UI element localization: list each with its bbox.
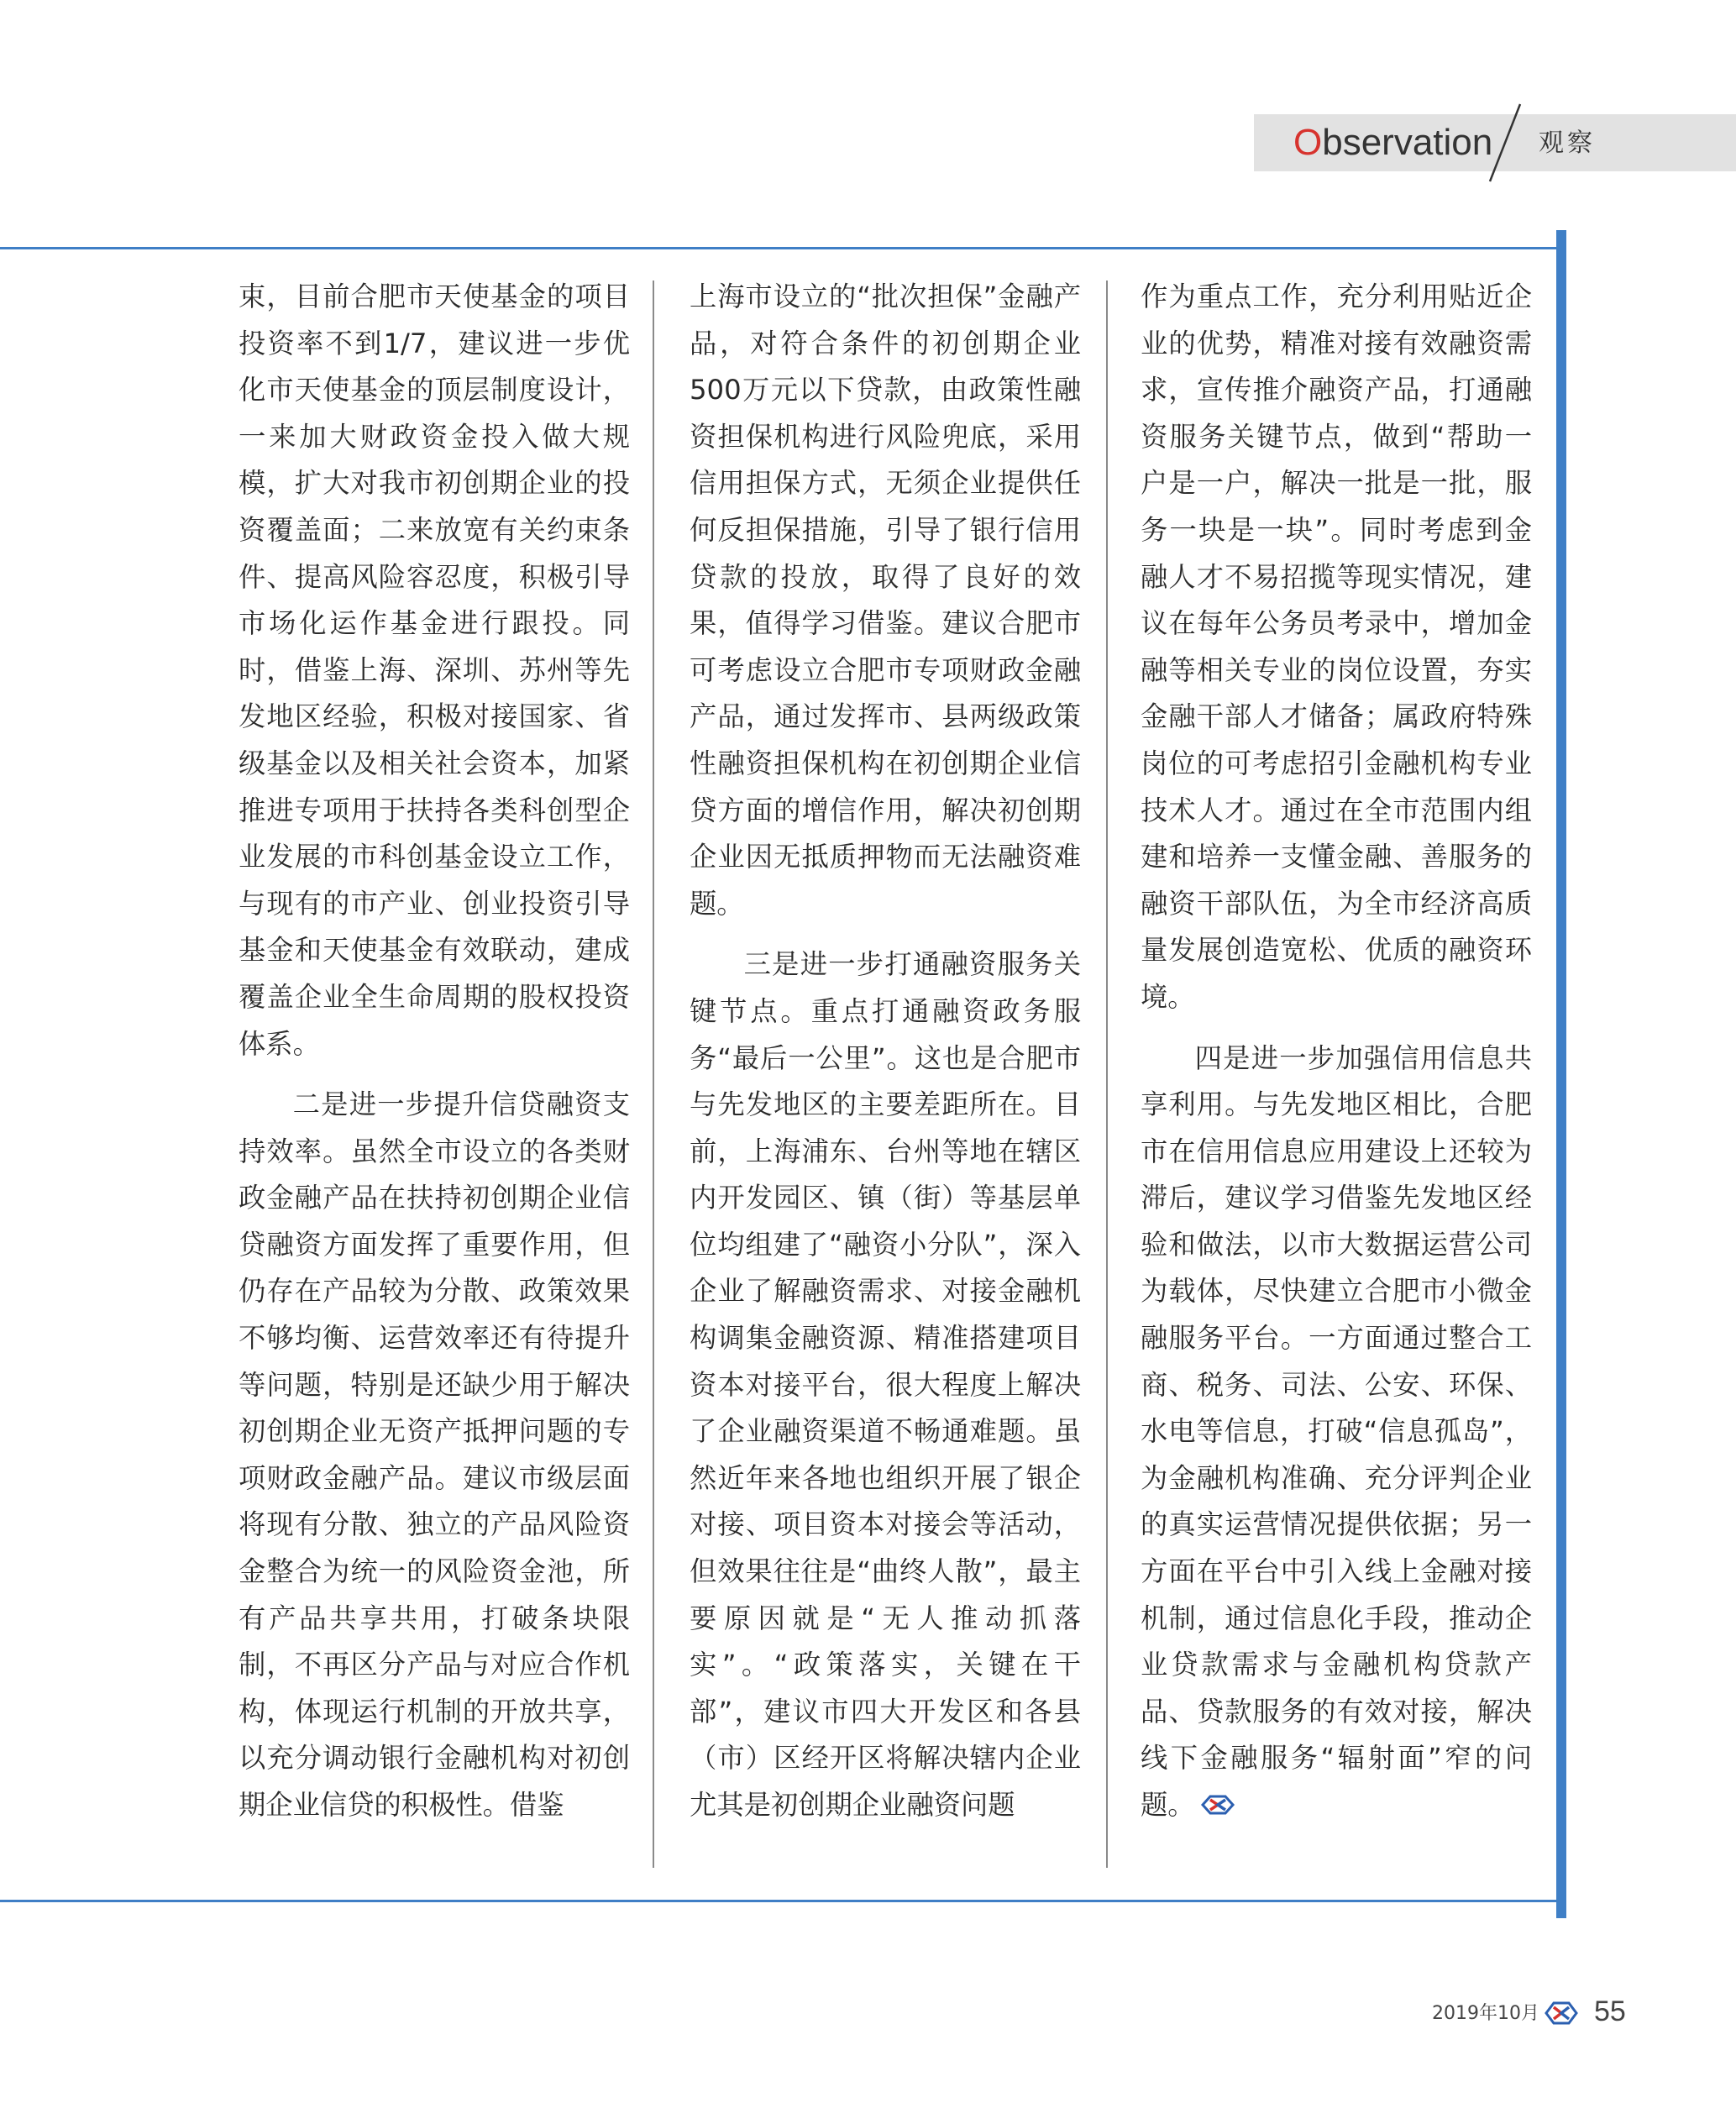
end-mark-logo-icon <box>1200 1792 1235 1817</box>
top-rule <box>0 247 1558 249</box>
page-number: 55 <box>1594 1995 1626 2027</box>
paragraph: 作为重点工作，充分利用贴近企业的优势，精准对接有效融资需求，宣传推介融资产品，打通融资服务关键节点，做到“帮助一户是一户，解决一批是一批，服务一块是一块”。同时考虑到金融人才不易招揽等现实情况，建议在每年公务员考录中，增加金融等相关专业的岗位设置，夯实金融干部人才储备；属政府特殊岗位的可考虑招引金融机构专业技术人才。通过在全市范围内组建和培养一支懂金融、善服务的融资干部队伍，为全市经济高质量发展创造宽松、优质的融资环境。 <box>1141 281 1532 1013</box>
text-column-2 <box>690 274 1081 1829</box>
issue-date: 2019年10月 <box>1432 2003 1539 2024</box>
column-divider <box>1106 281 1108 1868</box>
paragraph: 上海市设立的“批次担保”金融产品，对符合条件的初创期企业500万元以下贷款，由政策性融资担保机构进行风险兜底，采用信用担保方式，无须企业提供任何反担保措施，引导了银行信用贷款的投放，取得了良好的效果，值得学习借鉴。建议合肥市可考虑设立合肥市专项财政金融产品，通过发挥市、县两级政策性融资担保机构在初创期企业信贷方面的增信作用，解决初创期企业因无抵质押物而无法融资难题。 <box>690 281 1081 920</box>
paragraph: 三是进一步打通融资服务关键节点。重点打通融资政务服务“最后一公里”。这也是合肥市与先发地区的主要差距所在。目前，上海浦东、台州等地在辖区内开发园区、镇（街）等基层单位均组建了“融资小分队”，深入企业了解融资需求、对接金融机构调集金融资源、精准搭建项目资本对接平台，很大程度上解决了企业融资渠道不畅通难题。虽然近年来各地也组织开展了银企对接、项目资本对接会等活动，但效果往往是“曲终人散”，最主要原因就是“无人推动抓落实”。“政策落实，关键在干部”，建议市四大开发区和各县（市）区经开区将解决辖内企业尤其是初创期企业融资问题 <box>690 948 1081 1821</box>
section-tag-rest: bservation <box>1322 122 1493 163</box>
magazine-logo-icon <box>1544 1999 1579 2027</box>
slash-divider-icon <box>1478 101 1529 185</box>
text-column-3 <box>1141 274 1532 1829</box>
paragraph: 二是进一步提升信贷融资支持效率。虽然全市设立的各类财政金融产品在扶持初创期企业信贷融资方面发挥了重要作用，但仍存在产品较为分散、政策效果不够均衡、运营效率还有待提升等问题，特别是还缺少用于解决初创期企业无资产抵押问题的专项财政金融产品。建议市级层面将现有分散、独立的产品风险资金整合为统一的风险资金池，所有产品共享共用，打破条块限制，不再区分产品与对应合作机构，体现运行机制的开放共享，以充分调动银行金融机构对初创期企业信贷的积极性。借鉴 <box>239 1088 630 1821</box>
section-tag-initial: O <box>1293 122 1323 163</box>
text-column-1 <box>239 274 630 1829</box>
paragraph-text: 四是进一步加强信用信息共享利用。与先发地区相比，合肥市在信用信息应用建设上还较为滞后，建议学习借鉴先发地区经验和做法，以市大数据运营公司为载体，尽快建立合肥市小微金融服务平台。一方面通过整合工商、税务、司法、公安、环保、水电等信息，打破“信息孤岛”，为金融机构准确、充分评判企业的真实运营情况提供依据；另一方面在平台中引入线上金融对接机制，通过信息化手段，推动企业贷款需求与金融机构贷款产品、贷款服务的有效对接，解决线下金融服务“辐射面”窄的问题。 <box>1141 1041 1532 1821</box>
paragraph: 束，目前合肥市天使基金的项目投资率不到1/7，建议进一步优化市天使基金的顶层制度设计，一来加大财政资金投入做大规模，扩大对我市初创期企业的投资覆盖面；二来放宽有关约束条件、提高风险容忍度，积极引导市场化运作基金进行跟投。同时，借鉴上海、深圳、苏州等先发地区经验，积极对接国家、省级基金以及相关社会资本，加紧推进专项用于扶持各类科创型企业发展的市科创基金设立工作，与现有的市产业、创业投资引导基金和天使基金有效联动，建成覆盖企业全生命周期的股权投资体系。 <box>239 281 630 1060</box>
right-accent-bar <box>1556 230 1566 1918</box>
bottom-rule <box>0 1900 1558 1902</box>
last-paragraph <box>1141 1036 1532 1829</box>
section-tag-chinese: 观察 <box>1539 128 1596 158</box>
column-divider <box>653 281 654 1868</box>
section-tag-english <box>1293 116 1492 170</box>
